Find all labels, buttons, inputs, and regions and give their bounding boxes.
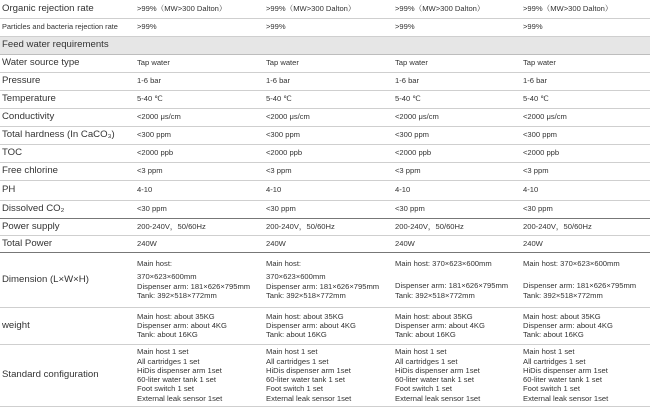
value-line: Main host: 370×623×600mm: [523, 259, 620, 269]
value-line: All cartridges 1 set: [266, 356, 329, 366]
value-line: Foot switch 1 set: [266, 384, 323, 394]
row-value: <30 ppm: [264, 200, 393, 218]
row-value: >99%（MW>300 Dalton）: [135, 0, 264, 18]
value-line: Dispenser arm: 181×626×795mm: [523, 281, 637, 291]
row-value: <3 ppm: [393, 162, 521, 180]
value-line: Tank: about 16KG: [523, 330, 584, 340]
value-line: 370×623×600mm: [266, 272, 326, 282]
table-row: [0, 218, 650, 235]
row-value: [264, 252, 393, 307]
row-value: [135, 344, 264, 406]
value-line: Tank: 392×518×772mm: [137, 290, 217, 300]
row-value: [521, 252, 650, 307]
value-line: HiDis dispenser arm 1set: [395, 365, 480, 375]
row-value: [264, 344, 393, 406]
table-row: [0, 0, 650, 18]
table-row: [0, 344, 650, 406]
table-row: [0, 200, 650, 218]
row-value: <30 ppm: [135, 200, 264, 218]
row-value: >99%（MW>300 Dalton）: [264, 0, 393, 18]
row-value: [264, 307, 393, 344]
table-row: [0, 144, 650, 162]
row-value: <2000 ppb: [521, 144, 650, 162]
row-value: 240W: [264, 235, 393, 252]
value-line: Tank: 392×518×772mm: [523, 290, 603, 300]
value-line: Dispenser arm: 181×626×795mm: [266, 281, 380, 291]
row-value: Tap water: [264, 54, 393, 72]
value-line: Dispenser arm: about 4KG: [395, 320, 485, 330]
value-line: All cartridges 1 set: [137, 356, 200, 366]
table-row: [0, 108, 650, 126]
value-line: Main host:: [266, 259, 302, 268]
value-line: Dispenser arm: about 4KG: [266, 320, 356, 330]
row-value: Tap water: [521, 54, 650, 72]
row-value: 1-6 bar: [521, 72, 650, 90]
value-line: Main host 1 set: [523, 347, 575, 357]
value-line: Tank: about 16KG: [395, 330, 456, 340]
value-line: Dispenser arm: 181×626×795mm: [137, 281, 251, 291]
value-line: 60-liter water tank 1 set: [523, 375, 602, 384]
table-row: [0, 162, 650, 180]
row-value: 5-40 ℃: [393, 90, 521, 108]
row-value: >99%（MW>300 Dalton）: [521, 0, 650, 18]
value-line: 60-liter water tank 1 set: [395, 375, 474, 384]
value-line: All cartridges 1 set: [395, 356, 458, 366]
row-value: <3 ppm: [135, 162, 264, 180]
row-label: Total Power: [0, 235, 135, 252]
row-value: <300 ppm: [521, 126, 650, 144]
value-line: Tank: about 16KG: [137, 330, 198, 340]
row-value: <2000 ppb: [393, 144, 521, 162]
table-row: [0, 126, 650, 144]
value-line: Main host: about 35KG: [137, 311, 215, 321]
row-value: <2000 ppb: [264, 144, 393, 162]
row-value: <2000 ppb: [135, 144, 264, 162]
row-value: [521, 344, 650, 406]
section-title: Feed water requirements: [0, 36, 650, 54]
value-line: External leak sensor 1set: [523, 393, 609, 403]
value-line: 60-liter water tank 1 set: [137, 375, 216, 384]
value-line: Main host: about 35KG: [523, 311, 601, 321]
row-value: [393, 307, 521, 344]
row-label: Organic rejection rate: [0, 0, 135, 18]
row-value: <2000 μs/cm: [264, 108, 393, 126]
row-value: 240W: [521, 235, 650, 252]
value-line: 370×623×600mm: [137, 272, 197, 282]
row-value: [521, 307, 650, 344]
table-row: [0, 72, 650, 90]
value-line: 60-liter water tank 1 set: [266, 375, 345, 384]
row-label: Pressure: [0, 72, 135, 90]
row-value: 200-240V，50/60Hz: [135, 218, 264, 235]
row-label: Temperature: [0, 90, 135, 108]
row-value: <2000 μs/cm: [393, 108, 521, 126]
row-value: 200-240V，50/60Hz: [521, 218, 650, 235]
row-value: [393, 344, 521, 406]
row-value: 5-40 ℃: [264, 90, 393, 108]
value-line: HiDis dispenser arm 1set: [266, 365, 351, 375]
table-row: [0, 307, 650, 344]
value-line: Dispenser arm: 181×626×795mm: [395, 281, 509, 291]
row-value: 5-40 ℃: [135, 90, 264, 108]
value-line: Foot switch 1 set: [137, 384, 194, 394]
value-line: Main host 1 set: [266, 347, 318, 357]
table-row: [0, 54, 650, 72]
row-value: <300 ppm: [264, 126, 393, 144]
value-line: Main host:: [137, 259, 173, 268]
table-row: [0, 180, 650, 200]
row-label: TOC: [0, 144, 135, 162]
row-value: 4-10: [264, 180, 393, 200]
row-value: >99%: [135, 18, 264, 36]
row-value: >99%: [264, 18, 393, 36]
value-line: External leak sensor 1set: [266, 393, 352, 403]
table-row: [0, 252, 650, 307]
value-line: Tank: 392×518×772mm: [395, 290, 475, 300]
row-value: 240W: [135, 235, 264, 252]
value-line: Tank: 392×518×772mm: [266, 290, 346, 300]
row-value: Tap water: [393, 54, 521, 72]
row-value: 4-10: [135, 180, 264, 200]
row-value: <30 ppm: [393, 200, 521, 218]
value-line: [395, 272, 519, 281]
value-line: Tank: about 16KG: [266, 330, 327, 340]
value-line: External leak sensor 1set: [395, 393, 481, 403]
row-value: >99%: [393, 18, 521, 36]
row-value: <3 ppm: [264, 162, 393, 180]
table-row: [0, 18, 650, 36]
value-line: Main host 1 set: [395, 347, 447, 357]
row-value: <300 ppm: [393, 126, 521, 144]
row-label: Water source type: [0, 54, 135, 72]
row-value: 4-10: [393, 180, 521, 200]
row-value: 1-6 bar: [393, 72, 521, 90]
row-value: 1-6 bar: [135, 72, 264, 90]
value-line: Foot switch 1 set: [523, 384, 580, 394]
row-label: Dissolved CO₂: [0, 200, 135, 218]
value-line: Main host: about 35KG: [266, 311, 344, 321]
value-line: External leak sensor 1set: [137, 393, 223, 403]
value-line: Main host: 370×623×600mm: [395, 259, 492, 269]
row-value: 4-10: [521, 180, 650, 200]
table-row: [0, 90, 650, 108]
value-line: [523, 272, 648, 281]
row-value: Tap water: [135, 54, 264, 72]
row-label: PH: [0, 180, 135, 200]
row-value: 200-240V，50/60Hz: [264, 218, 393, 235]
row-value: <3 ppm: [521, 162, 650, 180]
value-line: Main host: about 35KG: [395, 311, 473, 321]
row-label: Particles and bacteria rejection rate: [0, 18, 135, 36]
row-value: <300 ppm: [135, 126, 264, 144]
row-label: Conductivity: [0, 108, 135, 126]
row-value: [135, 307, 264, 344]
row-value: 5-40 ℃: [521, 90, 650, 108]
row-value: >99%（MW>300 Dalton）: [393, 0, 521, 18]
value-line: Foot switch 1 set: [395, 384, 452, 394]
row-label: Standard configuration: [0, 344, 135, 406]
value-line: Main host 1 set: [137, 347, 189, 357]
table-row: [0, 235, 650, 252]
section-header: [0, 36, 650, 54]
value-line: HiDis dispenser arm 1set: [137, 365, 222, 375]
row-value: [135, 252, 264, 307]
row-value: [393, 252, 521, 307]
row-label: Free chlorine: [0, 162, 135, 180]
value-line: Dispenser arm: about 4KG: [523, 320, 613, 330]
value-line: HiDis dispenser arm 1set: [523, 365, 608, 375]
value-line: Dispenser arm: about 4KG: [137, 320, 227, 330]
row-value: <2000 μs/cm: [135, 108, 264, 126]
row-value: 1-6 bar: [264, 72, 393, 90]
row-value: >99%: [521, 18, 650, 36]
row-value: 240W: [393, 235, 521, 252]
row-label: Dimension (L×W×H): [0, 252, 135, 307]
row-label: Power supply: [0, 218, 135, 235]
row-value: <2000 μs/cm: [521, 108, 650, 126]
row-value: <30 ppm: [521, 200, 650, 218]
row-label: Total hardness (In CaCO₃): [0, 126, 135, 144]
row-label: weight: [0, 307, 135, 344]
row-value: 200-240V，50/60Hz: [393, 218, 521, 235]
value-line: All cartridges 1 set: [523, 356, 586, 366]
